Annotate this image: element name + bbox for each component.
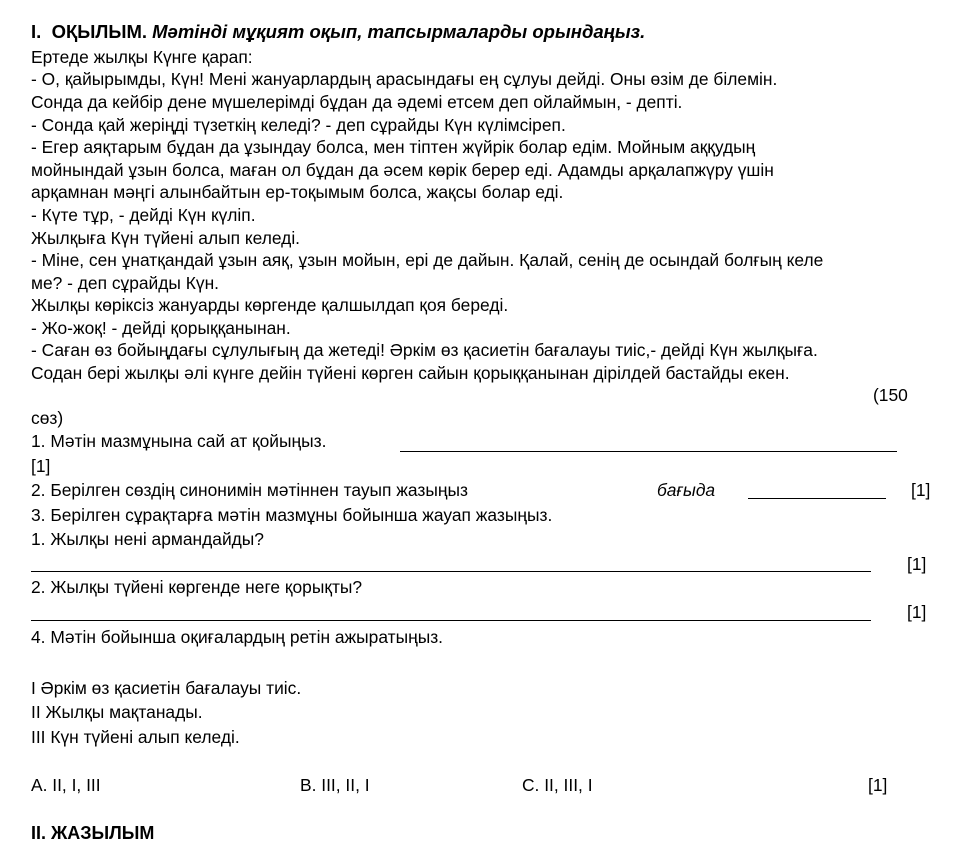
task-3-2-score: [1] — [907, 602, 927, 622]
text-line: - Міне, сен ұнатқандай ұзын аяқ, ұзын мойын, ері де дайын. Қалай, сенің де осындай болғың келе — [31, 250, 824, 270]
text-line: Жылқыға Күн түйені алып келеді. — [31, 228, 301, 248]
word-count-open: (150 — [873, 385, 908, 405]
option-c[interactable]: C. II, III, I — [522, 775, 593, 795]
text-line: - Жо-жоқ! - дейді қорыққанынан. — [31, 318, 291, 338]
text-line: - О, қайырымды, Күн! Мені жануарлардың арасындағы ең сұлуы дейді. Оны өзім де білемін. — [31, 69, 778, 89]
event-item: II Жылқы мақтанады. — [31, 702, 203, 722]
text-line: арқамнан мәңгі алынбайтын ер-тоқымым болса, жақсы болар еді. — [31, 182, 564, 202]
text-line: - Егер аяқтарым бұдан да ұзындау болса, мен тіптен жүйрік болар едім. Мойным аққудың — [31, 137, 756, 157]
text-line: мойнындай ұзын болса, маған ол бұдан да әсем көрік берер еді. Адамды арқалапжүру үшін — [31, 160, 774, 180]
text-line: Сонда да кейбір дене мүшелерімді бұдан да әдемі етсем деп ойлаймын, - депті. — [31, 92, 683, 112]
task-2-score: [1] — [911, 480, 931, 500]
text-line: Жылқы көріксіз жануарды көргенде қалшылдап қоя береді. — [31, 295, 509, 315]
text-line: Ертеде жылқы Күнге қарап: — [31, 47, 253, 67]
text-line: Содан бері жылқы әлі күнге дейін түйені көрген сайын қорыққанынан дірілдей бастайды екен. — [31, 363, 790, 383]
word-count-close: сөз) — [31, 408, 64, 428]
task-2: 2. Берілген сөздің синонимін мәтіннен тауып жазыңыз — [31, 480, 468, 500]
section-title: ОҚЫЛЫМ. — [51, 21, 147, 42]
task-4: 4. Мәтін бойынша оқиғалардың ретін ажыратыңыз. — [31, 627, 444, 647]
task-3: 3. Берілген сұрақтарға мәтін мазмұны бойынша жауап жазыңыз. — [31, 505, 553, 525]
option-b[interactable]: B. III, II, I — [300, 775, 370, 795]
task-2-word: бағыда — [657, 480, 716, 500]
task-3-2-answer-line[interactable] — [31, 620, 871, 621]
event-item: I Әркім өз қасиетін бағалауы тиіс. — [31, 678, 302, 698]
section-heading — [31, 21, 645, 43]
text-line: - Саған өз бойыңдағы сұлулығың да жетеді! Әркім өз қасиетін бағалауы тиіс,- дейді Күн жылқыға. — [31, 340, 818, 360]
task-3-question-2: 2. Жылқы түйені көргенде неге қорықты? — [31, 577, 363, 597]
text-line: ме? - деп сұрайды Күн. — [31, 273, 220, 293]
text-line: - Күте тұр, - дейді Күн күліп. — [31, 205, 256, 225]
option-a[interactable]: A. II, I, III — [31, 775, 101, 795]
task-3-question-1: 1. Жылқы нені армандайды? — [31, 529, 264, 549]
section-number: I. — [31, 21, 42, 42]
task-2-answer-line[interactable] — [748, 498, 886, 499]
task-4-score: [1] — [868, 775, 888, 795]
event-item: III Күн түйені алып келеді. — [31, 727, 240, 747]
task-1-score: [1] — [31, 456, 51, 476]
section-instruction: Мәтінді мұқият оқып, тапсырмаларды орындаңыз. — [152, 21, 646, 42]
next-section-heading: II. ЖАЗЫЛЫМ — [31, 823, 155, 843]
task-3-1-score: [1] — [907, 554, 927, 574]
task-1: 1. Мәтін мазмұнына сай ат қойыңыз. — [31, 431, 327, 451]
task-1-answer-line[interactable] — [400, 451, 897, 452]
task-3-1-answer-line[interactable] — [31, 571, 871, 572]
text-line: - Сонда қай жеріңді түзеткің келеді? - деп сұрайды Күн күлімсіреп. — [31, 115, 566, 135]
